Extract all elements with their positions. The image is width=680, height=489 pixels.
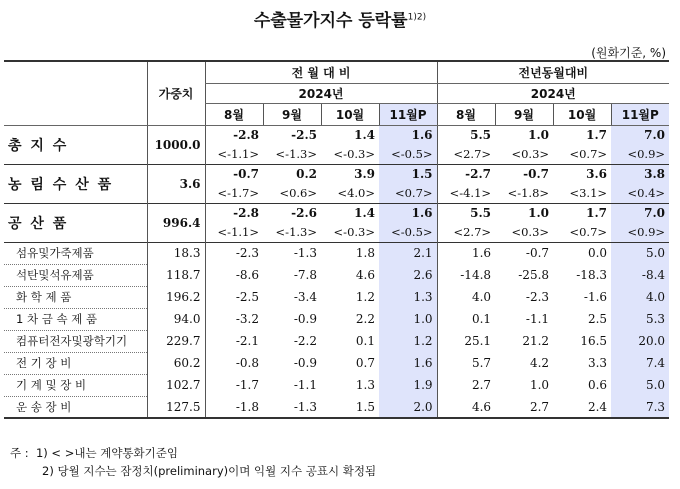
footnote-prefix: 주 : (10, 446, 29, 460)
subrow-value-yoy: 3.3 (587, 356, 608, 370)
subrow-value-yoy: 4.0 (611, 286, 669, 308)
subrow-value-yoy: 5.0 (611, 374, 669, 396)
subrow-value-mom: 1.3 (379, 286, 437, 308)
subrow-value-yoy: 21.2 (522, 334, 550, 348)
row-contract-yoy: <0.7> (569, 225, 608, 240)
subrow-weight: 102.7 (147, 374, 205, 396)
footnote-2: 2) 당월 지수는 잠정치(preliminary)이며 익월 지수 공표시 확정됨 (42, 464, 377, 478)
header-yoy: 전년동월대비 (437, 61, 669, 83)
row-value-mom: 3.9 (321, 164, 379, 184)
table-subrow (4, 242, 669, 264)
subrow-value-mom: 1.8 (321, 242, 379, 264)
row-contract-mom: <-0.3> (333, 225, 375, 240)
subrow-weight: 196.2 (147, 286, 205, 308)
header-yoy-month: 9월 (495, 103, 553, 125)
row-label: 공 산 품 (4, 203, 147, 242)
subrow-value-mom: 1.3 (355, 378, 375, 392)
subrow-value-mom: 1.5 (321, 396, 379, 418)
subrow-value-mom: -0.9 (293, 356, 317, 370)
row-weight: 1000.0 (147, 125, 205, 164)
header-mom-month: 10월 (321, 103, 379, 125)
subrow-value-yoy: 16.5 (580, 334, 608, 348)
subrow-value-mom: 2.1 (379, 242, 437, 264)
row-value-mom: 1.4 (321, 203, 379, 223)
row-value-mom: 1.6 (379, 203, 437, 223)
subrow-value-mom: -1.8 (205, 396, 263, 418)
header-mom-month: 8월 (205, 103, 263, 125)
subrow-value-mom: 1.2 (379, 330, 437, 352)
subrow-value-mom: 2.2 (355, 312, 375, 326)
subrow-weight: 229.7 (147, 330, 205, 352)
header-blank (4, 61, 147, 125)
row-value-yoy: 1.7 (553, 203, 611, 223)
subrow-value-mom: -1.7 (205, 374, 263, 396)
subrow-value-mom: -2.5 (205, 286, 263, 308)
row-value-yoy: 1.7 (586, 128, 608, 143)
table-subrow (4, 352, 669, 374)
subrow-value-mom: -1.3 (263, 242, 321, 264)
row-contract-yoy: <2.7> (437, 223, 495, 242)
subrow-value-mom: -0.9 (293, 312, 317, 326)
subrow-value-yoy: 20.0 (611, 330, 669, 352)
header-yoy-year: 2024년 (437, 83, 669, 103)
row-value-mom: 1.5 (379, 164, 437, 184)
subrow-value-mom: -2.3 (205, 242, 263, 264)
header-yoy-month: 11월P (611, 103, 669, 125)
table-subrow (4, 396, 669, 418)
row-contract-yoy: <0.7> (569, 147, 608, 162)
subrow-value-yoy: 7.4 (611, 352, 669, 374)
subrow-value-yoy: 5.3 (611, 308, 669, 330)
subrow-value-mom: -8.6 (205, 264, 263, 286)
table-subrow (4, 286, 669, 308)
table-subrow (4, 308, 669, 330)
subrow-value-yoy: 4.0 (437, 286, 495, 308)
subrow-label: 기 계 및 장 비 (4, 374, 147, 396)
table-subrow (4, 330, 669, 352)
row-contract-mom: <-1.3> (275, 225, 317, 240)
title-text: 수출물가지수 등락률 (253, 11, 408, 31)
row-value-yoy: 1.0 (528, 128, 550, 143)
subrow-value-mom: -3.4 (293, 290, 317, 304)
subrow-weight: 18.3 (147, 242, 205, 264)
subrow-value-yoy: 2.7 (437, 374, 495, 396)
title-footnote-mark: 1)2) (407, 12, 427, 23)
row-contract-mom: <-0.3> (333, 147, 375, 162)
subrow-value-yoy: -25.8 (518, 268, 550, 282)
subrow-value-yoy: 2.5 (587, 312, 608, 326)
subrow-value-yoy: -8.4 (611, 264, 669, 286)
subrow-value-mom: -2.2 (293, 334, 317, 348)
row-contract-mom: <-1.7> (205, 184, 263, 203)
subrow-value-yoy: 4.2 (529, 356, 550, 370)
subrow-label: 컴퓨터전자및광학기기 (4, 330, 147, 352)
row-value-yoy: 7.0 (611, 203, 669, 223)
subrow-value-mom: -0.8 (205, 352, 263, 374)
row-value-mom: -2.8 (205, 125, 263, 145)
subrow-value-mom: 1.2 (355, 290, 375, 304)
row-contract-yoy: <0.3> (511, 225, 550, 240)
row-value-yoy: 3.8 (611, 164, 669, 184)
unit-label: (원화기준, %) (591, 46, 666, 60)
subrow-label: 화 학 제 품 (4, 286, 147, 308)
subrow-value-yoy: 1.0 (529, 378, 550, 392)
subrow-value-yoy: -18.3 (576, 268, 608, 282)
row-value-yoy: 3.6 (553, 164, 611, 184)
subrow-value-yoy: 5.0 (611, 242, 669, 264)
header-yoy-month: 10월 (553, 103, 611, 125)
subrow-weight: 118.7 (147, 264, 205, 286)
row-value-yoy: -0.7 (495, 164, 553, 184)
row-contract-yoy: <-1.8> (507, 186, 550, 201)
subrow-value-mom: 2.0 (379, 396, 437, 418)
row-weight: 996.4 (147, 203, 205, 242)
row-label: 총 지 수 (8, 137, 69, 154)
page-title (0, 6, 680, 31)
row-value-yoy: -2.7 (437, 164, 495, 184)
header-mom: 전 월 대 비 (205, 61, 437, 83)
row-value-yoy: 1.0 (495, 203, 553, 223)
row-contract-yoy: <0.9> (611, 145, 669, 164)
row-contract-mom: <0.7> (379, 184, 437, 203)
subrow-value-yoy: 25.1 (437, 330, 495, 352)
subrow-value-mom: 2.6 (379, 264, 437, 286)
row-contract-yoy: <0.3> (511, 147, 550, 162)
subrow-value-yoy: 5.7 (437, 352, 495, 374)
subrow-value-mom: 1.6 (379, 352, 437, 374)
row-contract-mom: <0.6> (279, 186, 317, 201)
row-contract-mom: <-0.5> (379, 145, 437, 164)
footnote-1: 1) < >내는 계약통화기준임 (35, 446, 178, 460)
row-contract-mom: <-0.5> (379, 223, 437, 242)
row-contract-yoy: <-4.1> (437, 184, 495, 203)
subrow-value-yoy: 0.1 (437, 308, 495, 330)
subrow-value-mom: 4.6 (355, 268, 375, 282)
row-contract-yoy: <3.1> (569, 186, 608, 201)
header-yoy-month: 8월 (437, 103, 495, 125)
header-mom-year: 2024년 (205, 83, 437, 103)
row-contract-yoy: <2.7> (437, 145, 495, 164)
row-contract-yoy: <0.4> (611, 184, 669, 203)
row-contract-mom: <-1.1> (205, 145, 263, 164)
subrow-value-yoy: -1.1 (525, 312, 550, 326)
subrow-value-mom: 1.0 (379, 308, 437, 330)
subrow-weight: 60.2 (147, 352, 205, 374)
row-contract-mom: <-1.1> (205, 223, 263, 242)
subrow-value-yoy: 0.6 (587, 378, 608, 392)
row-value-mom: -2.5 (291, 128, 317, 143)
subrow-label: 운 송 장 비 (4, 396, 147, 418)
row-weight: 3.6 (147, 164, 205, 203)
row-value-mom: -2.8 (205, 203, 263, 223)
subrow-weight: 127.5 (147, 396, 205, 418)
header-mom-month: 9월 (263, 103, 321, 125)
subrow-value-mom: -1.3 (263, 396, 321, 418)
export-price-table (4, 60, 669, 419)
row-contract-mom: <4.0> (337, 186, 375, 201)
subrow-label: 전 기 장 비 (4, 352, 147, 374)
subrow-value-mom: -7.8 (293, 268, 317, 282)
subrow-value-mom: 0.7 (355, 356, 375, 370)
table-row (4, 203, 669, 223)
subrow-weight: 94.0 (147, 308, 205, 330)
subrow-value-mom: -3.2 (205, 308, 263, 330)
subrow-value-yoy: 2.7 (495, 396, 553, 418)
subrow-value-yoy: 0.0 (553, 242, 611, 264)
row-value-yoy: 5.5 (437, 203, 495, 223)
footnotes (10, 444, 376, 480)
subrow-value-yoy: 7.3 (611, 396, 669, 418)
row-value-mom: 1.4 (354, 128, 375, 143)
row-value-mom: 1.6 (379, 125, 437, 145)
row-contract-yoy: <0.9> (611, 223, 669, 242)
header-weight: 가중치 (147, 61, 205, 125)
subrow-value-yoy: 1.6 (437, 242, 495, 264)
subrow-label: 석탄및석유제품 (4, 264, 147, 286)
row-value-mom: -0.7 (205, 164, 263, 184)
subrow-value-yoy: 2.4 (553, 396, 611, 418)
subrow-value-yoy: -1.6 (583, 290, 608, 304)
subrow-value-yoy: -14.8 (437, 264, 495, 286)
header-mom-month: 11월P (379, 103, 437, 125)
table-subrow (4, 264, 669, 286)
subrow-value-mom: 0.1 (355, 334, 375, 348)
table-row (4, 125, 669, 145)
row-value-yoy: 5.5 (437, 125, 495, 145)
subrow-value-mom: -2.1 (205, 330, 263, 352)
row-value-mom: 0.2 (263, 164, 321, 184)
subrow-value-yoy: -0.7 (495, 242, 553, 264)
row-value-mom: -2.6 (263, 203, 321, 223)
row-label: 농 림 수 산 품 (4, 164, 147, 203)
subrow-value-mom: 1.9 (379, 374, 437, 396)
row-value-yoy: 7.0 (611, 125, 669, 145)
subrow-value-mom: -1.1 (293, 378, 317, 392)
subrow-label: 섬유및가죽제품 (4, 242, 147, 264)
subrow-label: 1 차 금 속 제 품 (4, 308, 147, 330)
subrow-value-yoy: 4.6 (437, 396, 495, 418)
subrow-value-yoy: -2.3 (525, 290, 550, 304)
table-row (4, 164, 669, 184)
table-subrow (4, 374, 669, 396)
row-contract-mom: <-1.3> (275, 147, 317, 162)
